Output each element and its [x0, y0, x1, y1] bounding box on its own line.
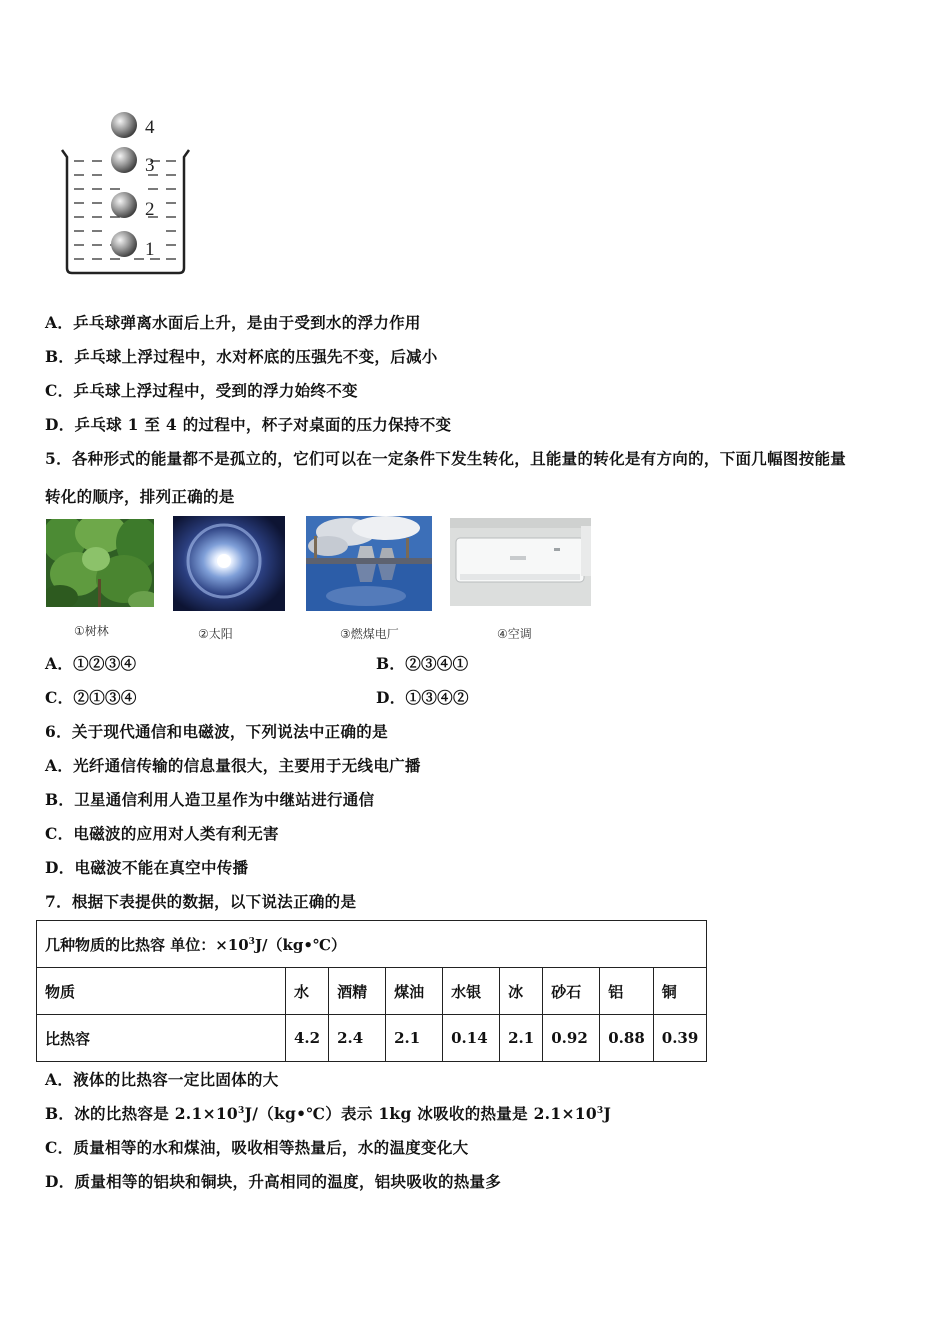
table-cell: 水银 [443, 968, 500, 1015]
q6-option-a: A．光纤通信传输的信息量很大，主要用于无线电广播 [45, 756, 421, 775]
table-title: 几种物质的比热容 单位：$\times 10^3J/(kg•℃)$ [37, 921, 707, 968]
q5-stem-line1: 5．各种形式的能量都不是孤立的，它们可以在一定条件下发生转化，且能量的转化是有方向的，下面几幅图按能量 [45, 449, 847, 468]
table-row-label-specific-heat: 比热容 [37, 1015, 286, 1062]
power-plant-photo [306, 516, 432, 611]
q6-option-c: C．电磁波的应用对人类有利无害 [45, 824, 279, 843]
ball-2 [111, 192, 137, 218]
table-cell: 砂石 [543, 968, 600, 1015]
sun-photo [173, 516, 285, 611]
q7-option-c: C．质量相等的水和煤油，吸收相等热量后，水的温度变化大 [45, 1138, 469, 1157]
caption-power-plant: ③燃煤电厂 [340, 627, 399, 641]
q5-option-d: D．①③④② [376, 688, 469, 707]
table-cell: 0.92 [543, 1015, 600, 1062]
table-cell: 4.2 [286, 1015, 329, 1062]
ball-label-3: 3 [145, 155, 155, 176]
q7-option-b: B．冰的比热容是 $2.1\times 10^3J/(kg•℃)$表示 1kg 冰吸收的热量是 $2.1\times 10^3J$ [45, 1104, 612, 1123]
q5-option-c: C．②①③④ [45, 688, 137, 707]
caption-air-conditioner: ④空调 [497, 627, 532, 641]
ball-3 [111, 147, 137, 173]
caption-forest: ①树林 [74, 624, 109, 638]
q4-option-c: C．乒乓球上浮过程中，受到的浮力始终不变 [45, 381, 358, 400]
ball-1 [111, 231, 137, 257]
caption-sun: ②太阳 [198, 627, 233, 641]
q7-stem: 7．根据下表提供的数据，以下说法正确的是 [45, 892, 357, 911]
table-cell: 铜 [653, 968, 707, 1015]
q7-option-d: D．质量相等的铝块和铜块，升高相同的温度，铝块吸收的热量多 [45, 1172, 502, 1191]
forest-photo [46, 519, 154, 607]
air-conditioner-photo [450, 518, 591, 606]
table-cell: 冰 [500, 968, 543, 1015]
beaker-figure [40, 105, 200, 280]
ball-4 [111, 112, 137, 138]
q4-option-d: D．乒乓球 1 至 4 的过程中，杯子对桌面的压力保持不变 [45, 415, 452, 434]
q6-option-d: D．电磁波不能在真空中传播 [45, 858, 249, 877]
table-cell: 0.14 [443, 1015, 500, 1062]
q6-option-b: B．卫星通信利用人造卫星作为中继站进行通信 [45, 790, 375, 809]
table-cell: 铝 [600, 968, 654, 1015]
q5-option-b: B．②③④① [376, 654, 469, 673]
table-cell: 0.88 [600, 1015, 654, 1062]
q4-option-b: B．乒乓球上浮过程中，水对杯底的压强先不变，后减小 [45, 347, 438, 366]
ball-label-1: 1 [145, 239, 155, 260]
ball-label-2: 2 [145, 199, 155, 220]
q5-option-a: A．①②③④ [45, 654, 137, 673]
table-cell: 煤油 [386, 968, 443, 1015]
q4-option-a: A．乒乓球弹离水面后上升，是由于受到水的浮力作用 [45, 313, 421, 332]
table-cell: 2.4 [329, 1015, 386, 1062]
table-cell: 2.1 [386, 1015, 443, 1062]
table-cell: 水 [286, 968, 329, 1015]
table-cell: 酒精 [329, 968, 386, 1015]
q7-option-a: A．液体的比热容一定比固体的大 [45, 1070, 279, 1089]
q5-stem-line2: 转化的顺序，排列正确的是 [45, 487, 235, 506]
table-cell: 0.39 [653, 1015, 707, 1062]
ball-label-4: 4 [145, 117, 155, 138]
q6-stem: 6．关于现代通信和电磁波，下列说法中正确的是 [45, 722, 388, 741]
table-row-label-substance: 物质 [37, 968, 286, 1015]
specific-heat-table [36, 920, 707, 1062]
table-cell: 2.1 [500, 1015, 543, 1062]
